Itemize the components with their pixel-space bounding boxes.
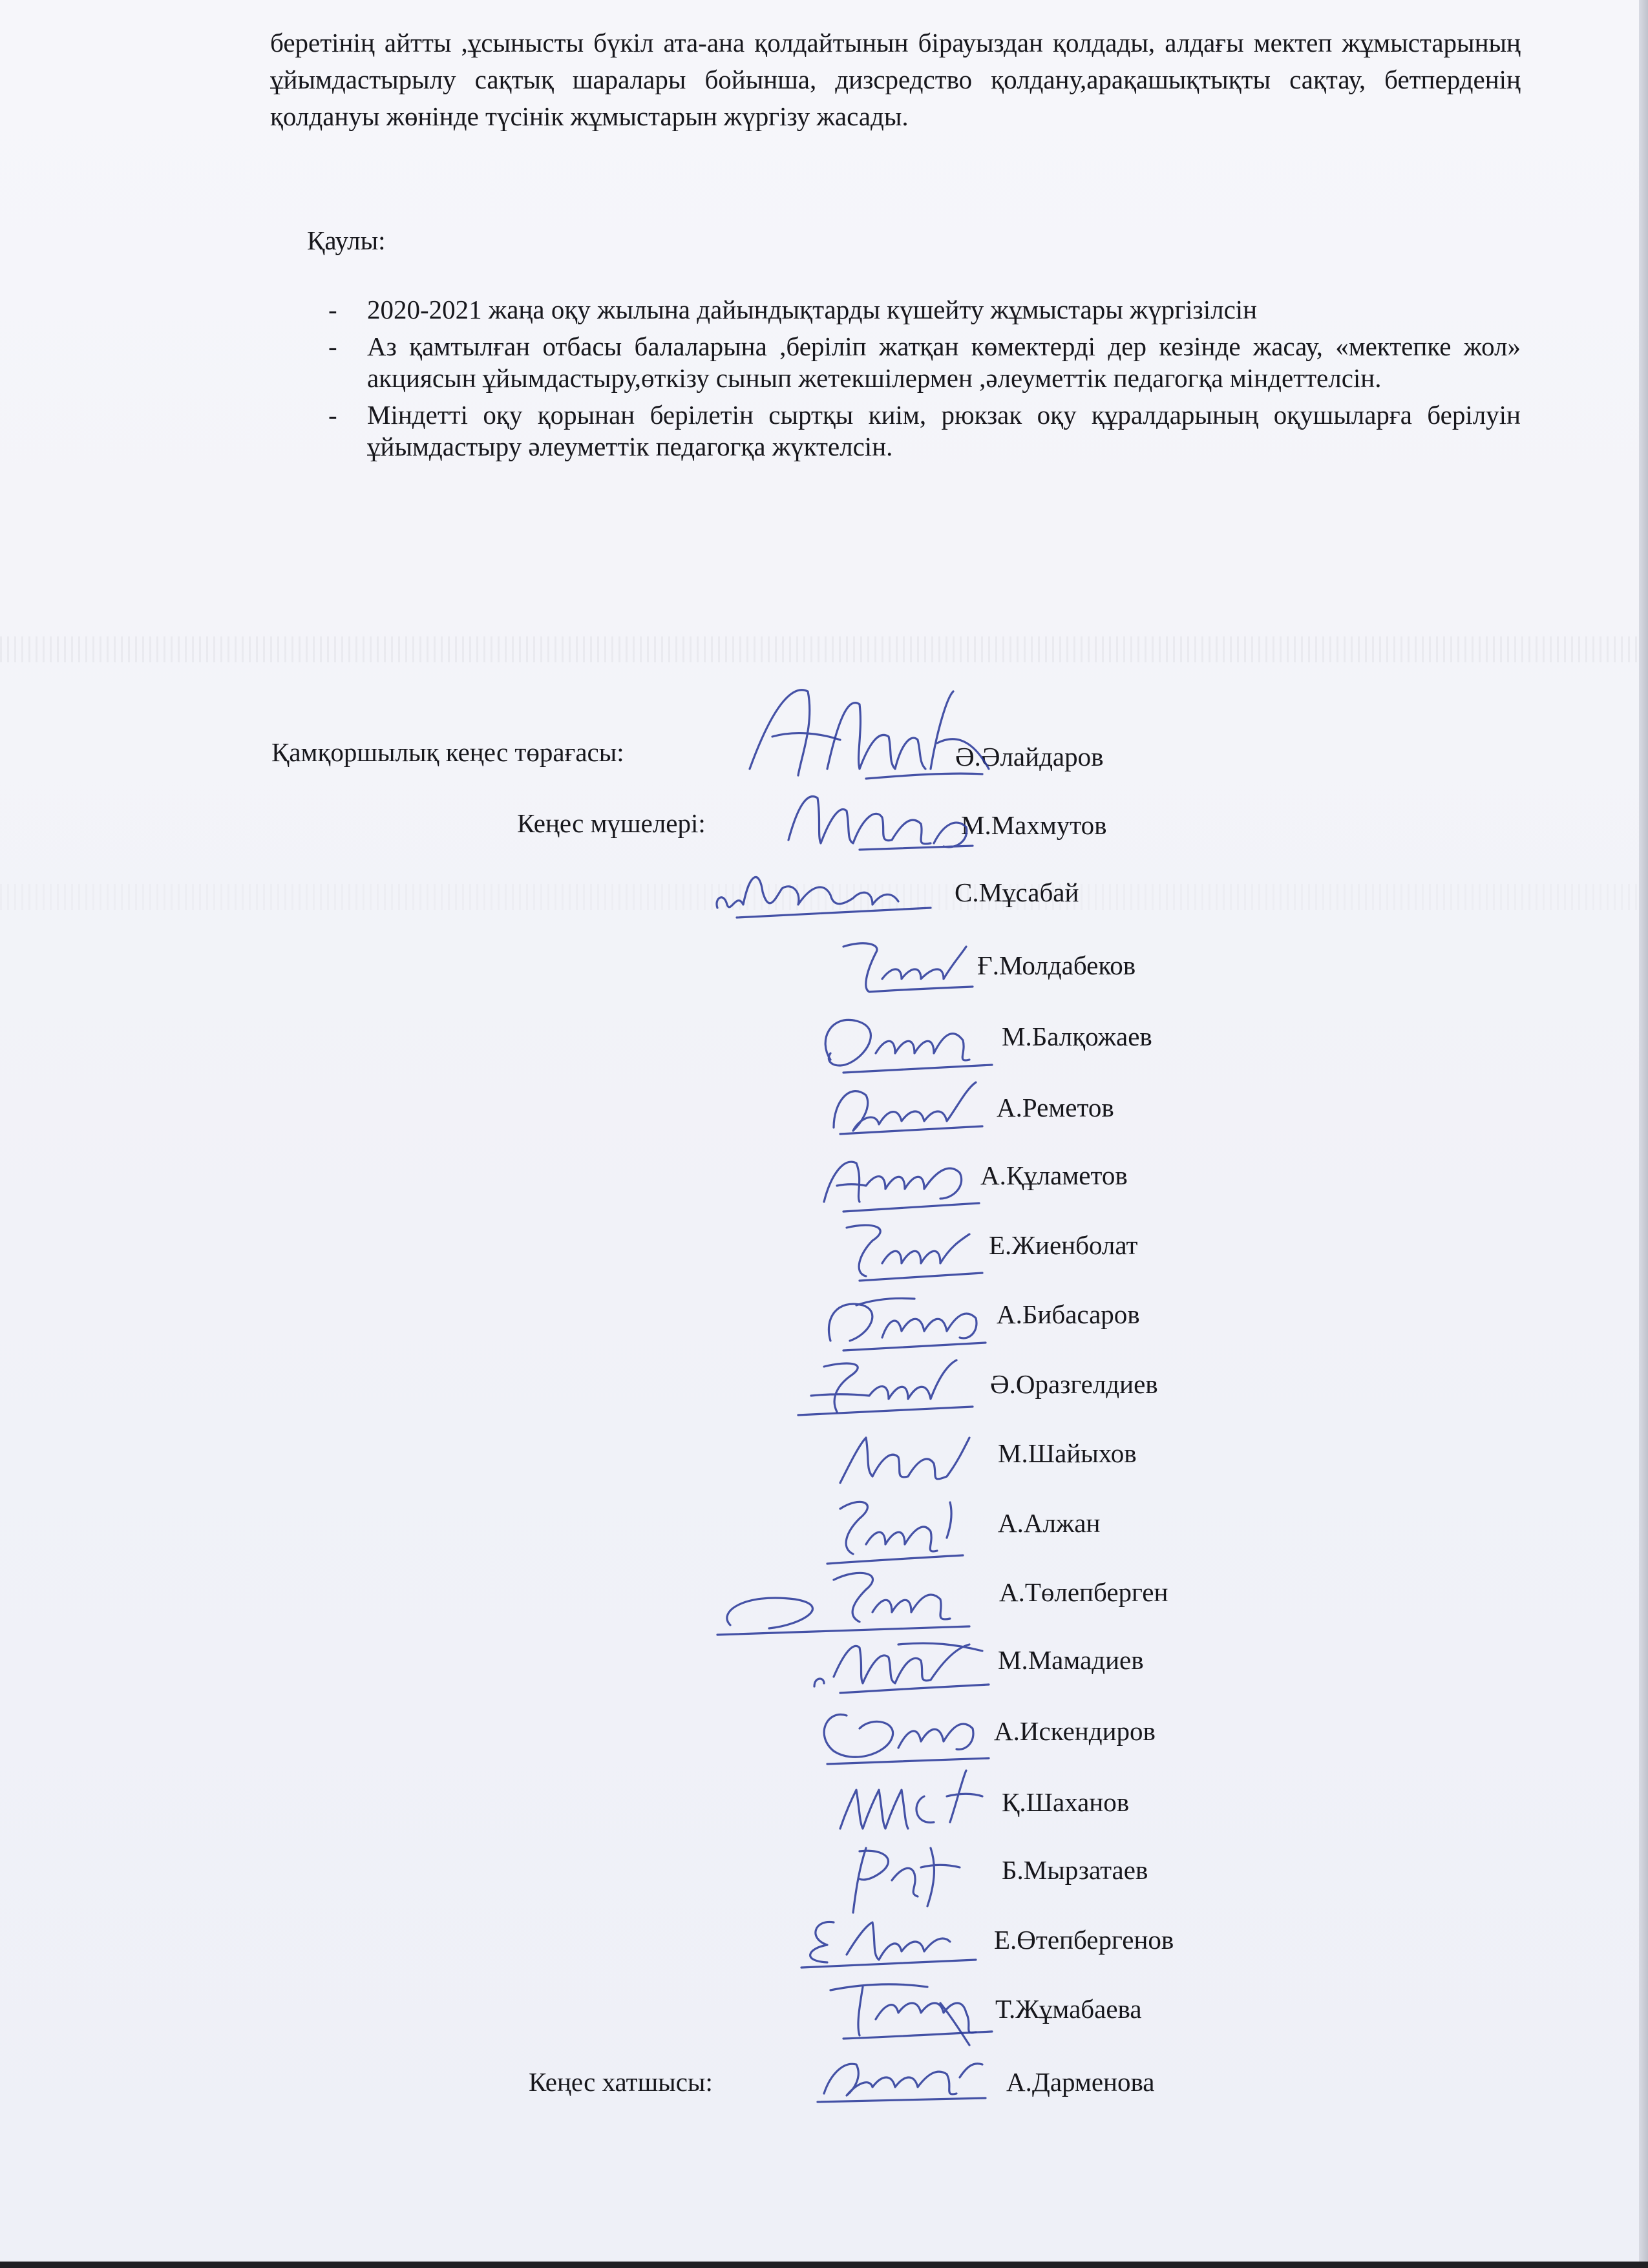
resolution-text: 2020-2021 жаңа оқу жылына дайындықтарды күшейту жұмыстары жүргізілсін — [367, 295, 1258, 324]
meeting-paragraph: беретінің айтты ,ұсынысты бүкіл ата-ана қолдайтынын бірауыздан қолдады, алдағы мектеп жұмыстарының ұйымдастырылу сақтық шаралары бойынша, дизсредство қолдану,арақашықтықты сақтау, бетперденің қолдануы жөнінде түсінік жұмыстарын жүргізу жасады. — [270, 28, 1521, 131]
member-name: М.Мамадиев — [998, 1645, 1144, 1675]
resolution-heading: Қаулы: — [307, 226, 386, 255]
chair-label: Қамқоршылық кеңес төрағасы: — [271, 737, 624, 767]
chair-name: Ә.Әлайдаров — [955, 742, 1104, 772]
member-name: А.Алжан — [998, 1508, 1101, 1538]
member-name: А.Бибасаров — [997, 1299, 1140, 1329]
resolution-item — [328, 399, 1521, 463]
member-name: А.Төлепберген — [999, 1577, 1168, 1607]
member-name: Б.Мырзатаев — [1002, 1855, 1148, 1885]
member-name: М.Балқожаев — [1002, 1022, 1152, 1051]
member-name: Т.Жұмабаева — [995, 1994, 1142, 2024]
resolution-text: Аз қамтылған отбасы балаларына ,беріліп жатқан көмектерді дер кезінде жасау, «мектепке жол» акциясын ұйымдастыру,өткізу сынып жетекшілермен ,әлеуметтік педагогқа міндеттелсін. — [367, 331, 1521, 393]
resolution-item — [328, 331, 1521, 394]
scan-artifact-band — [0, 636, 1648, 662]
handwritten-signature — [737, 672, 995, 795]
member-name: А.Реметов — [997, 1093, 1114, 1122]
handwritten-signature — [805, 2039, 992, 2116]
secretary-label: Кеңес хатшысы: — [529, 2067, 713, 2097]
secretary-name: А.Дарменова — [1006, 2067, 1155, 2097]
member-name: М.Махмутов — [961, 810, 1107, 840]
member-name: Ғ.Молдабеков — [977, 950, 1136, 980]
resolution-list — [328, 294, 1521, 468]
member-name: М.Шайыхов — [998, 1438, 1137, 1468]
members-label: Кеңес мүшелері: — [517, 808, 706, 838]
member-name: А.Искендиров — [994, 1716, 1156, 1746]
bullet-dash: - — [328, 400, 337, 430]
scan-edge — [1639, 0, 1648, 2268]
handwritten-signature — [814, 1069, 989, 1147]
resolution-text: Міндетті оқу қорынан берілетін сыртқы киім, рюкзак оқу құралдарының оқушыларға берілуін ұйымдастыру әлеуметтік педагогқа жүктелсін. — [367, 400, 1521, 461]
member-name: Е.Жиенболат — [989, 1230, 1138, 1260]
bullet-dash: - — [328, 295, 337, 324]
member-name: Қ.Шаханов — [1002, 1787, 1130, 1817]
resolution-item — [328, 294, 1521, 326]
handwritten-signature — [704, 853, 937, 937]
scan-edge — [0, 2262, 1648, 2268]
member-name: Е.Өтепбергенов — [994, 1925, 1174, 1955]
member-name: Ә.Оразгелдиев — [990, 1369, 1158, 1399]
handwritten-signature — [830, 927, 979, 1005]
member-name: А.Құламетов — [980, 1160, 1128, 1190]
handwritten-signature — [782, 779, 976, 863]
member-name: С.Мұсабай — [955, 877, 1079, 907]
bullet-dash: - — [328, 331, 337, 361]
